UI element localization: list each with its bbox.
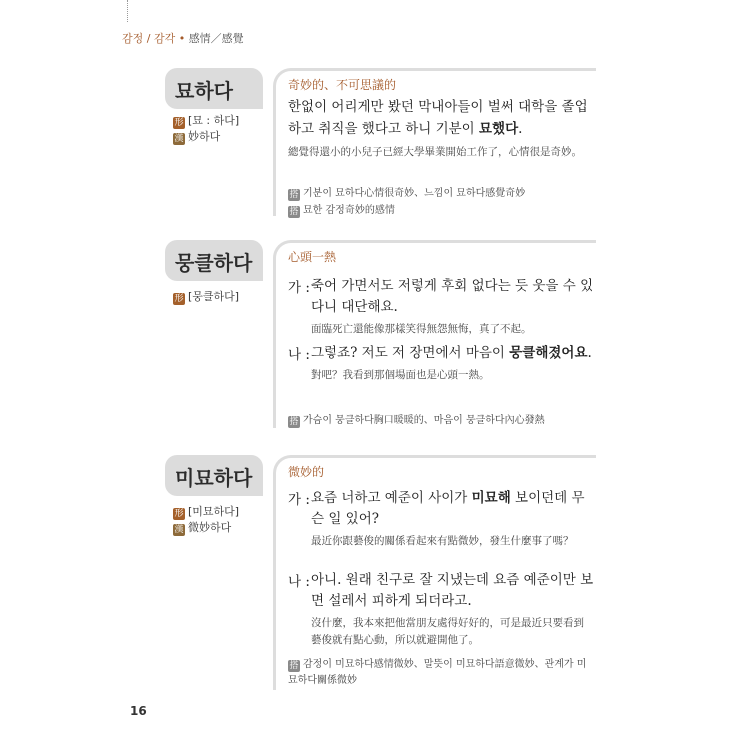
meaning: 心頭一熱 — [288, 250, 337, 264]
meaning: 奇妙的、不可思議的 — [288, 78, 397, 92]
dialog-line — [288, 276, 594, 338]
hanja-tag-icon: 漢 — [174, 134, 184, 144]
section-header-ko: 감정 / 감각 — [122, 32, 176, 45]
page-number: 16 — [130, 704, 147, 718]
dialog-line — [288, 488, 594, 550]
dialog-ko: 그렇죠? 저도 저 장면에서 마음이 뭉클해졌어요. — [311, 345, 592, 361]
dialog-zh: 面臨死亡還能像那樣笑得無怨無悔，真了不起。 — [311, 323, 532, 335]
dialog-zh: 最近你跟藝俊的關係看起來有點微妙，發生什麼事了嗎？ — [311, 535, 574, 547]
collocation-tag-icon: 搭 — [289, 207, 299, 217]
dialog-zh: 沒什麼，我本來把他當朋友處得好好的，可是最近只要看到藝俊就有點心動，所以就避開他了。 — [311, 617, 584, 646]
section-header-zh: 感情／感覺 — [188, 32, 244, 45]
speaker: 가 : — [288, 280, 310, 296]
collocation-tag-icon: 搭 — [289, 661, 299, 671]
dialog-ko: 요즘 너하고 예준이 사이가 미묘해 보이던데 무슨 일 있어? — [311, 490, 585, 527]
headword-box — [165, 240, 263, 281]
section-header: 감정 / 감각 • 感情／感覺 — [122, 32, 244, 45]
speaker: 나 : — [288, 574, 310, 590]
example-zh: 總覺得還小的小兒子已經大學畢業開始工作了，心情很是奇妙。 — [288, 146, 582, 158]
collocation: 搭 묘한 감정奇妙的感情 — [289, 205, 395, 217]
entry-myohada — [165, 68, 587, 218]
pronunciation: [묘 : 하다] — [188, 114, 240, 127]
hanja-line — [173, 128, 220, 145]
part-of-speech — [173, 112, 239, 129]
collocation: 搭 가슴이 뭉클하다胸口暖暖的、마음이 뭉클하다內心發熱 — [289, 415, 545, 427]
headword: 미묘하다 — [175, 466, 253, 490]
adjective-tag-icon: 形 — [174, 509, 184, 519]
hanja-tag-icon: 漢 — [174, 525, 184, 535]
part-of-speech — [173, 503, 239, 520]
pronunciation: [미묘하다] — [188, 505, 240, 518]
headword-box — [165, 68, 263, 109]
hanja-line — [173, 519, 231, 536]
dialog-line — [288, 343, 594, 384]
headword-box — [165, 455, 263, 496]
dialog-ko: 아니. 원래 친구로 잘 지냈는데 요즘 예준이만 보면 설레서 피하게 되더라고. — [311, 572, 594, 609]
dialog-line — [288, 570, 594, 649]
dialog-ko: 죽어 가면서도 저렇게 후회 없다는 듯 웃을 수 있다니 대단해요. — [311, 278, 594, 315]
entry-mimyohada — [165, 455, 594, 690]
adjective-tag-icon: 形 — [174, 118, 184, 128]
example-ko: 한없이 어리게만 봤던 막내아들이 벌써 대학을 졸업하고 취직을 했다고 하니 기분이 묘했다. — [288, 99, 588, 137]
collocation-tag-icon: 搭 — [289, 190, 299, 200]
pronunciation: [뭉클하다] — [188, 290, 240, 303]
dialog-zh: 對吧？我看到那個場面也是心頭一熱。 — [311, 369, 490, 381]
hanja: 妙하다 — [188, 130, 221, 143]
meaning: 微妙的 — [288, 465, 325, 479]
speaker: 가 : — [288, 492, 310, 508]
collocation: 搭 감정이 미묘하다感情微妙、말뜻이 미묘하다語意微妙、관계가 미묘하다關係微妙 — [288, 659, 587, 686]
part-of-speech — [173, 288, 239, 305]
collocation-tag-icon: 搭 — [289, 417, 299, 427]
collocation: 搭 기분이 묘하다心情很奇妙、느낌이 묘하다感覺奇妙 — [289, 188, 526, 200]
speaker: 나 : — [288, 347, 310, 363]
entry-mungkeulhada — [165, 240, 594, 430]
hanja: 微妙하다 — [188, 521, 232, 534]
adjective-tag-icon: 形 — [174, 294, 184, 304]
headword: 뭉클하다 — [175, 251, 253, 275]
headword: 묘하다 — [175, 79, 233, 103]
crop-mark — [127, 0, 128, 22]
